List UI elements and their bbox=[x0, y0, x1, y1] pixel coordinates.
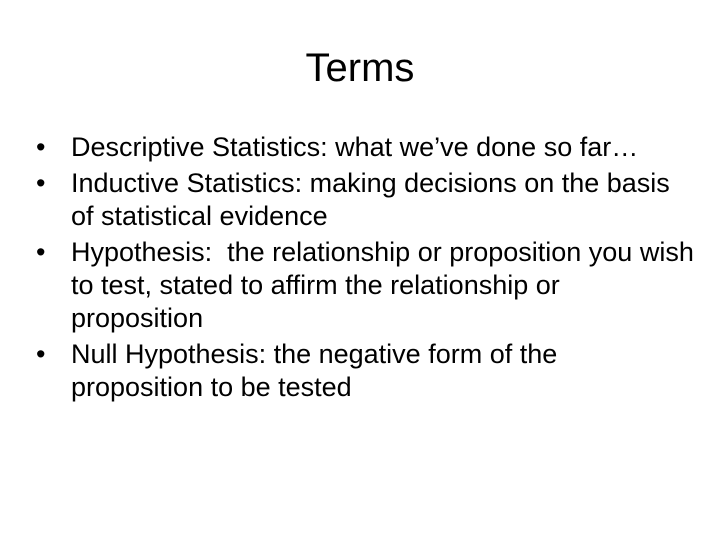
bullet-marker-icon: • bbox=[36, 237, 46, 267]
bullet-item-descriptive-statistics bbox=[36, 131, 696, 164]
bullet-text: Descriptive Statistics: what we’ve done so far… bbox=[71, 132, 639, 162]
bullet-item-null-hypothesis bbox=[36, 338, 696, 404]
bullet-marker-icon: • bbox=[36, 168, 46, 198]
bullet-text: Null Hypothesis: the negative form of the proposition to be tested bbox=[71, 339, 558, 402]
bullet-list bbox=[36, 131, 702, 407]
bullet-text: Hypothesis: the relationship or proposition you wish to test, stated to affirm the relationship or proposition bbox=[71, 237, 702, 333]
bullet-marker-icon: • bbox=[36, 132, 46, 162]
bullet-item-hypothesis bbox=[36, 236, 702, 335]
slide-title: Terms bbox=[305, 46, 415, 90]
bullet-item-inductive-statistics bbox=[36, 167, 696, 233]
bullet-marker-icon: • bbox=[36, 339, 46, 369]
bullet-text: Inductive Statistics: making decisions on the basis of statistical evidence bbox=[71, 168, 670, 231]
